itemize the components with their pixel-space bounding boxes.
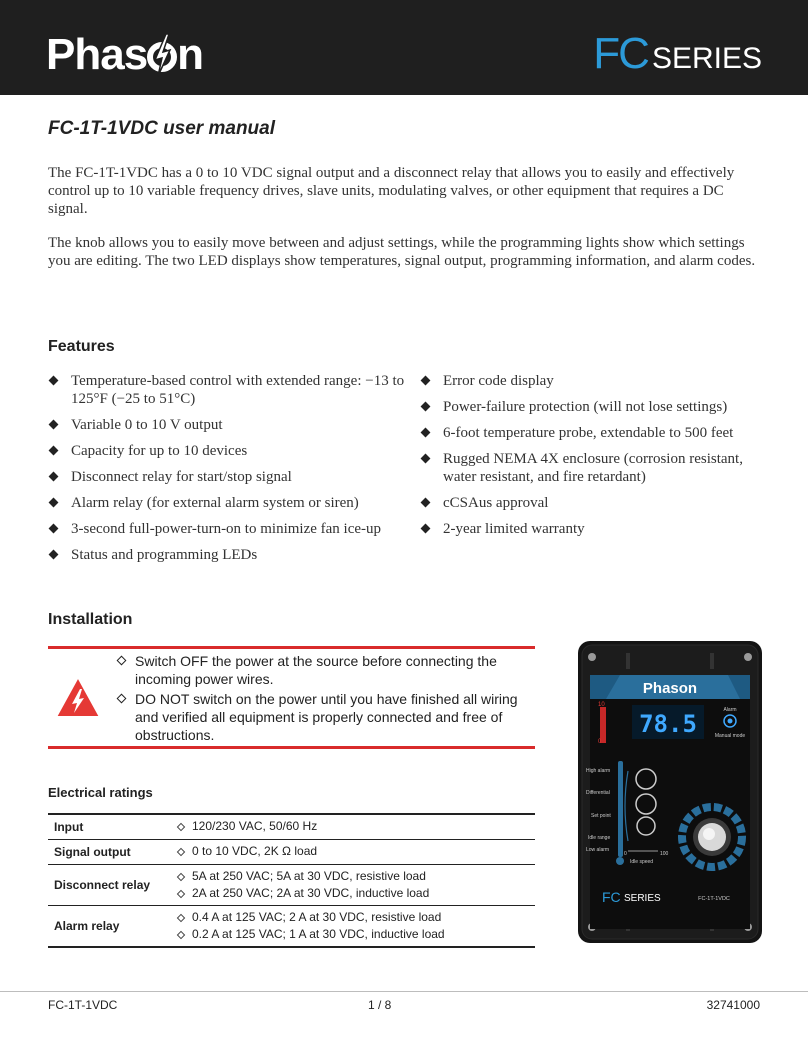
scale-max: 100 — [660, 851, 669, 857]
document-title: FC-1T-1VDC user manual — [48, 118, 275, 139]
logo-text-tail: n — [177, 30, 204, 79]
fc-controller-device-illustration — [578, 641, 762, 943]
device-brand: Phason — [642, 680, 698, 697]
bullet-diamond-icon — [421, 376, 431, 386]
footer-rule — [0, 991, 808, 992]
list-item: 3-second full-power-turn-on to minimize fan ice-up — [48, 520, 408, 538]
bullet-diamond-icon — [421, 428, 431, 438]
page-header — [0, 0, 808, 95]
light-label-high-alarm: High alarm — [586, 768, 611, 774]
light-label-idle-range: Idle range — [588, 835, 611, 841]
installation-heading: Installation — [48, 611, 133, 628]
bullet-diamond-icon — [421, 498, 431, 508]
list-item: Temperature-based control with extended range: −13 to 125°F (−25 to 51°C) — [48, 372, 408, 408]
table-row — [48, 905, 535, 947]
row-values: 0 to 10 VDC, 2K Ω load — [176, 839, 535, 864]
bullet-diamond-icon — [49, 472, 59, 482]
electrical-hazard-warning-icon — [54, 675, 102, 719]
row-values: 120/230 VAC, 50/60 Hz — [176, 814, 535, 839]
list-item: Rugged NEMA 4X enclosure (corrosion resistant, water resistant, and fire retardant) — [420, 450, 765, 486]
list-item: Power-failure protection (will not lose settings) — [420, 398, 765, 416]
bullet-outline-diamond-icon — [177, 823, 185, 831]
bullet-diamond-icon — [49, 498, 59, 508]
bullet-outline-diamond-icon — [177, 872, 185, 880]
row-label: Input — [54, 819, 84, 834]
bar-bottom-label: 0 — [598, 739, 602, 745]
list-item: Capacity for up to 10 devices — [48, 442, 408, 460]
footer-doc-number: 32741000 — [706, 998, 760, 1012]
bullet-diamond-icon — [421, 454, 431, 464]
features-heading: Features — [48, 338, 115, 355]
bullet-outline-diamond-icon — [177, 848, 185, 856]
bullet-diamond-icon — [49, 420, 59, 430]
list-item: Status and programming LEDs — [48, 546, 408, 564]
bullet-diamond-icon — [421, 524, 431, 534]
series-fc: FC — [593, 29, 648, 78]
list-item: Error code display — [420, 372, 765, 390]
warning-rule-bottom — [48, 746, 535, 749]
logo-text-head: Phas — [46, 30, 148, 79]
list-item: Disconnect relay for start/stop signal — [48, 468, 408, 486]
list-item: 6-foot temperature probe, extendable to 500 feet — [420, 424, 765, 442]
installation-warnings — [116, 652, 526, 746]
list-item: Variable 0 to 10 V output — [48, 416, 408, 434]
bullet-outline-diamond-icon — [117, 656, 127, 666]
manual-mode-label: Manual mode — [714, 733, 746, 739]
list-item: DO NOT switch on the power until you have finished all wiring and verified all equipment is properly connected and free of obstructions. — [116, 690, 526, 744]
led-display: 78.5 — [639, 710, 697, 738]
list-item: Alarm relay (for external alarm system or siren) — [48, 494, 408, 512]
device-model: FC-1T-1VDC — [698, 896, 730, 902]
bullet-diamond-icon — [49, 446, 59, 456]
intro-paragraph-1: The FC-1T-1VDC has a 0 to 10 VDC signal output and a disconnect relay that allows you to easily and effectively control up to 10 variable frequency drives, slave units, modulating valves, or other equipment that requires a DC signal. — [48, 165, 735, 217]
table-row — [48, 864, 535, 905]
list-item: cCSAus approval — [420, 494, 765, 512]
alarm-label: Alarm — [723, 707, 737, 713]
table-row — [48, 839, 535, 864]
bullet-outline-diamond-icon — [177, 913, 185, 921]
bullet-diamond-icon — [49, 376, 59, 386]
bullet-diamond-icon — [421, 402, 431, 412]
footer-page-number: 1 / 8 — [368, 998, 392, 1012]
row-label: Alarm relay — [54, 918, 120, 933]
row-label: Signal output — [54, 844, 131, 859]
bullet-outline-diamond-icon — [177, 930, 185, 938]
table-row — [48, 814, 535, 839]
light-label-set-point: Set point — [591, 813, 611, 819]
features-list-left — [48, 372, 408, 572]
footer-model: FC-1T-1VDC — [48, 998, 118, 1012]
device-series-label: SERIES — [624, 893, 661, 904]
series-label: SERIES — [651, 42, 762, 75]
bullet-outline-diamond-icon — [117, 694, 127, 704]
bar-top-label: 10 — [598, 702, 605, 708]
bullet-outline-diamond-icon — [177, 889, 185, 897]
features-list-right — [420, 372, 765, 546]
row-values: 5A at 250 VAC; 5A at 30 VDC, resistive load 2A at 250 VAC; 2A at 30 VDC, inductive load — [176, 864, 535, 905]
list-item: 2-year limited warranty — [420, 520, 765, 538]
scale-min: 0 — [624, 851, 627, 857]
electrical-ratings-heading: Electrical ratings — [48, 785, 153, 800]
bullet-diamond-icon — [49, 524, 59, 534]
fc-series-logo — [593, 29, 762, 81]
intro-paragraph-2: The knob allows you to easily move between and adjust settings, while the programming lights show which settings you are editing. The two LED displays show temperatures, signal output, programming information, and alarm codes. — [48, 235, 756, 269]
screw-icon — [744, 653, 752, 661]
electrical-ratings-table — [48, 813, 535, 948]
list-item: Switch OFF the power at the source before connecting the incoming power wires. — [116, 652, 526, 688]
idle-speed-label: Idle speed — [630, 859, 654, 865]
lightning-bolt-icon — [147, 30, 177, 80]
phason-logo — [46, 30, 203, 80]
light-label-differential: Differential — [586, 790, 610, 796]
warning-rule-top — [48, 646, 535, 649]
row-label: Disconnect relay — [54, 877, 151, 892]
row-values: 0.4 A at 125 VAC; 2 A at 30 VDC, resistive load 0.2 A at 125 VAC; 1 A at 30 VDC, inductive load — [176, 905, 535, 947]
device-series-fc: FC — [602, 889, 621, 905]
bullet-diamond-icon — [49, 550, 59, 560]
light-label-low-alarm: Low alarm — [586, 847, 610, 853]
screw-icon — [588, 653, 596, 661]
